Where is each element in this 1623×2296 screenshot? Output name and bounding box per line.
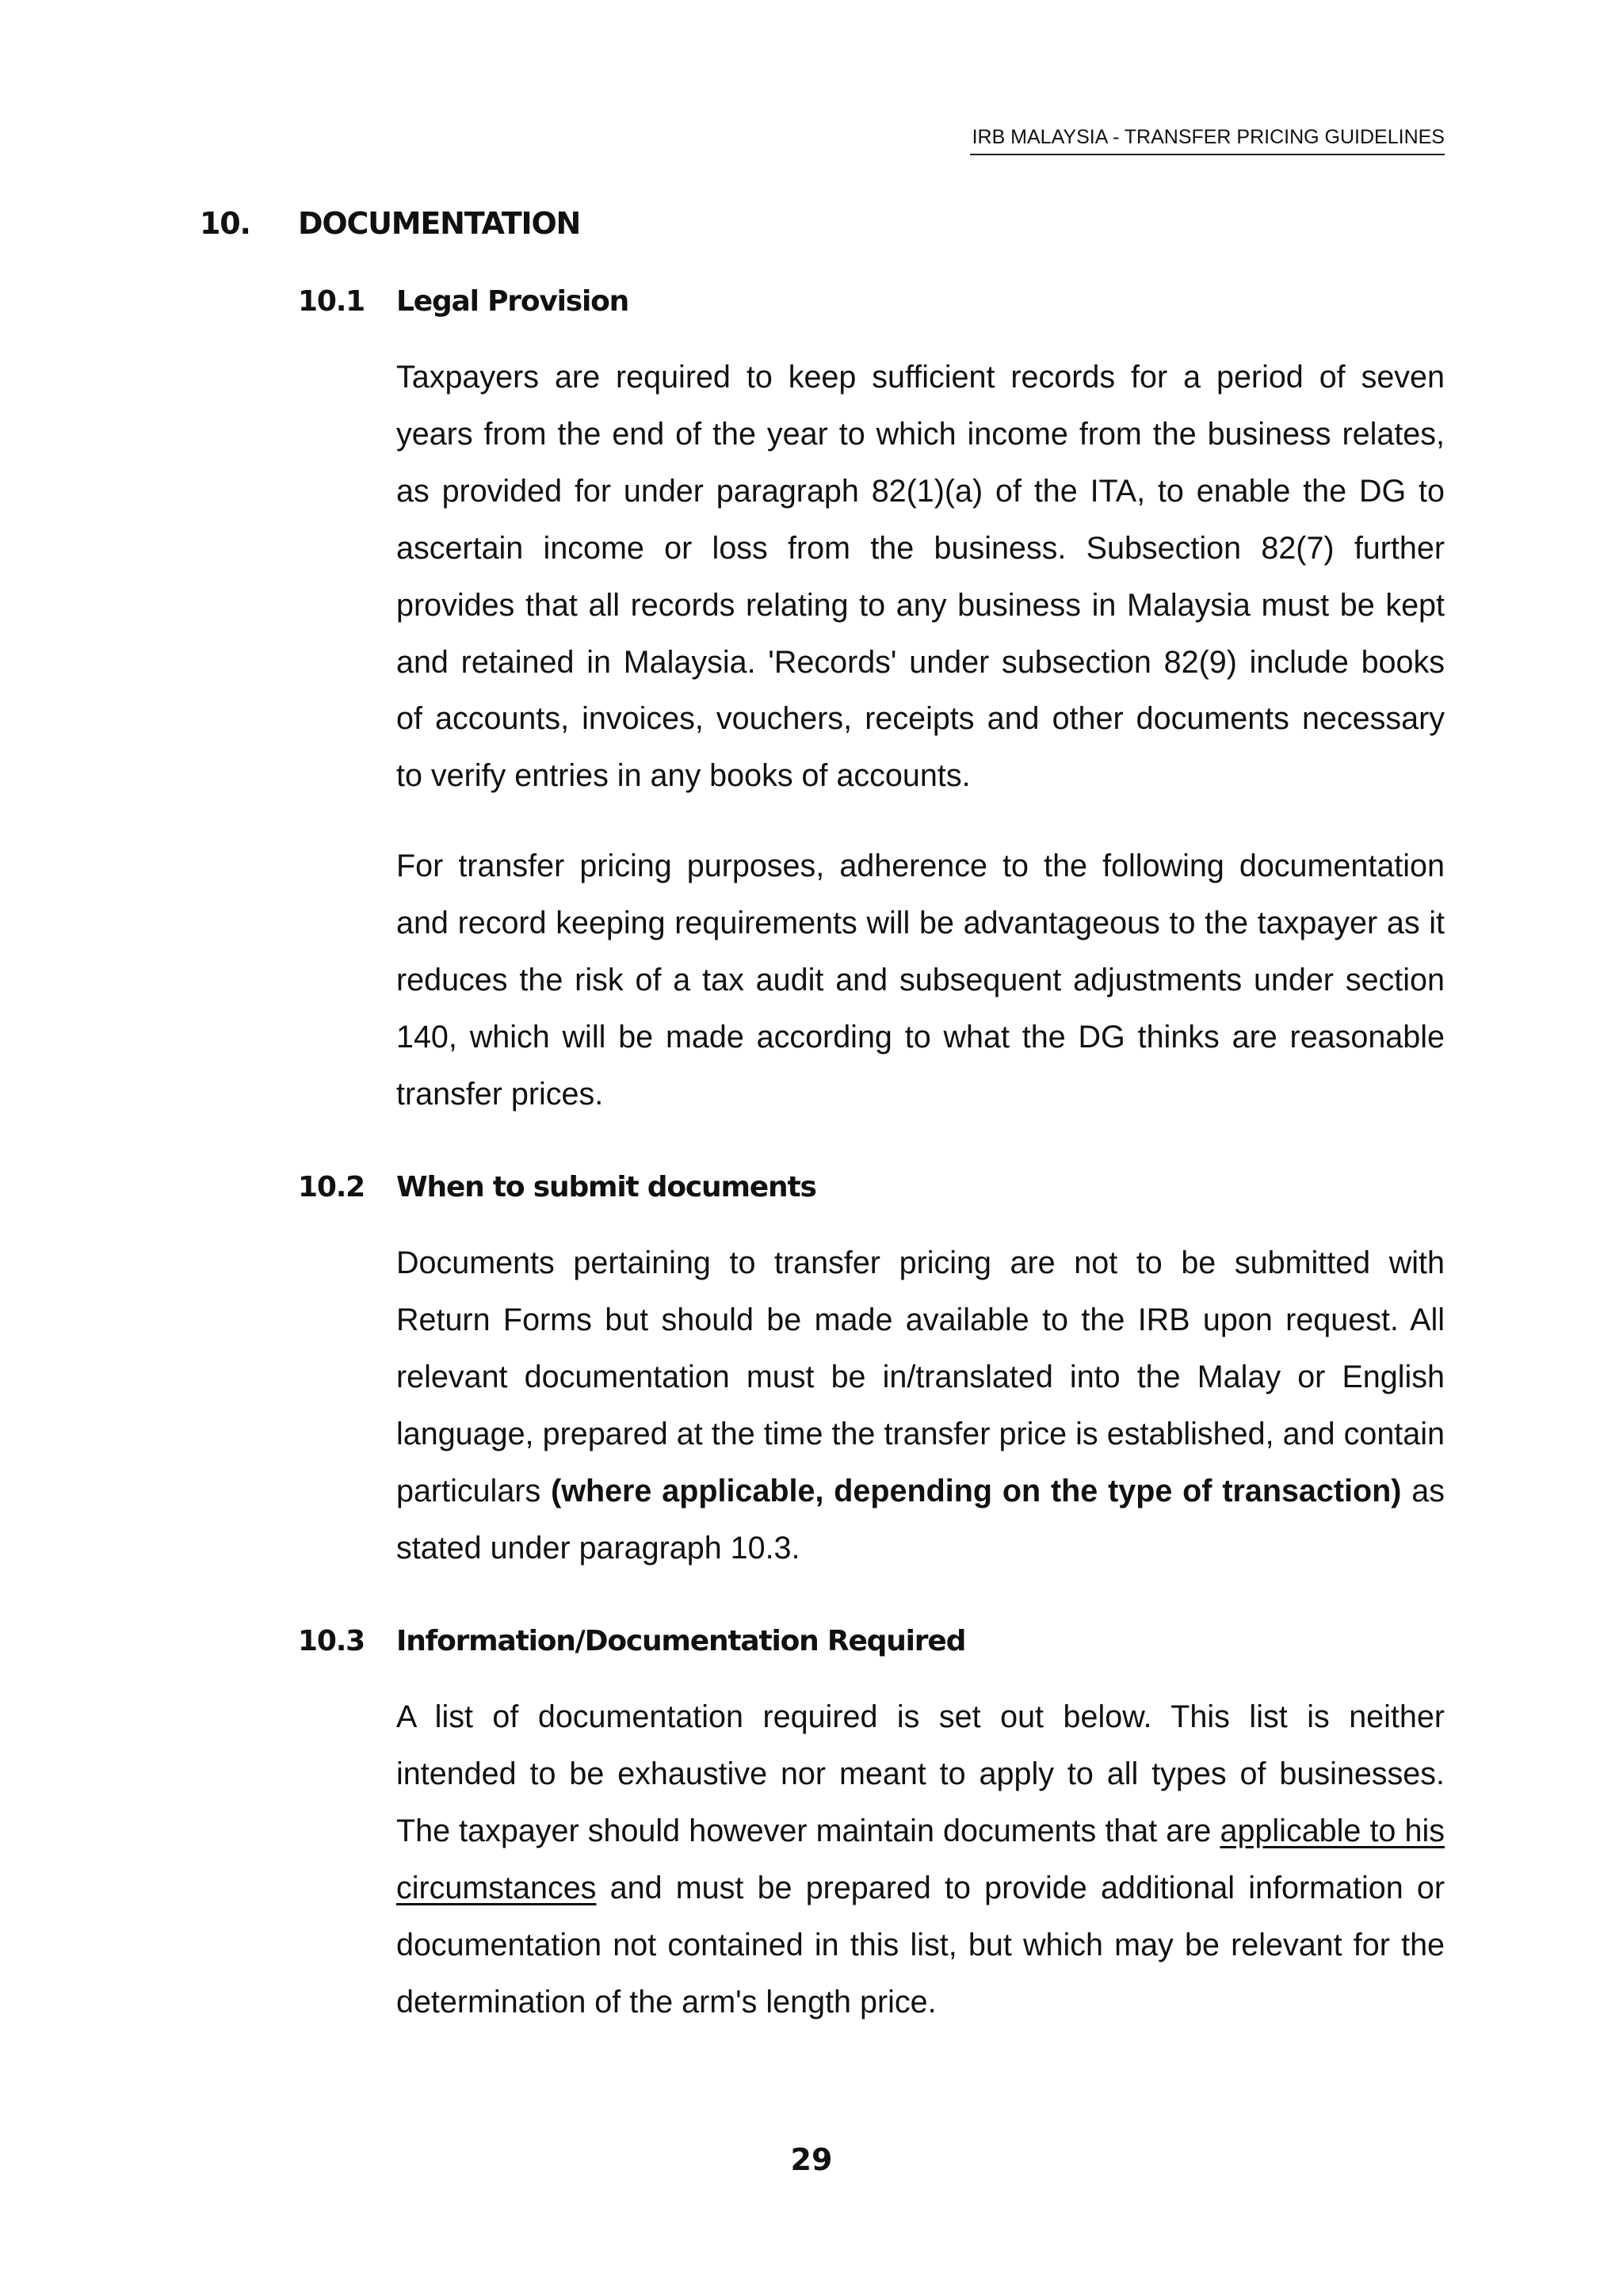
legal-provision-paragraph-2: For transfer pricing purposes, adherence to the following documentation and record keeping requirements will be advantageous to the taxpayer as it reduces the risk of a tax audit and subsequent adjustments under section 140, which will be made according to what the DG thinks are reasonable transfer prices. <box>396 849 1445 1112</box>
information-required-text-after: and must be prepared to provide additional information or documentation not contained in this list, but which may be relevant for the determination of the arm's length price. <box>396 1870 1445 2019</box>
subsection-number-10-3: 10.3 <box>298 1625 365 1657</box>
section-title: DOCUMENTATION <box>298 206 581 241</box>
subsection-number-10-1: 10.1 <box>298 285 365 318</box>
section-number: 10. <box>200 206 250 241</box>
when-to-submit-bold-text: (where applicable, depending on the type of transaction) <box>551 1473 1402 1508</box>
information-required-paragraph <box>396 1689 1445 2031</box>
information-required-text-before: A list of documentation required is set out below. This list is neither intended to be exhaustive nor meant to apply to all types of businesses. The taxpayer should however maintain documents that are <box>396 1699 1445 1848</box>
information-required-underlined-text: applicable to his circumstances <box>396 1813 1445 1905</box>
subsection-number-10-2: 10.2 <box>298 1171 365 1203</box>
when-to-submit-text-before: Documents pertaining to transfer pricing are not to be submitted with Return Forms but should be made available to the IRB upon request. All relevant documentation must be in/translated into the Malay or English language, prepared at the time the transfer price is established, and contain particulars <box>396 1245 1445 1508</box>
legal-provision-paragraph-1: Taxpayers are required to keep sufficient records for a period of seven years from the end of the year to which income from the business relates, as provided for under paragraph 82(1)(a) of the ITA, to enable the DG to ascertain income or loss from the business. Subsection 82(7) further provides that all records relating to any business in Malaysia must be kept and retained in Malaysia. 'Records' under subsection 82(9) include books of accounts, invoices, vouchers, receipts and other documents necessary to verify entries in any books of accounts. <box>396 360 1445 794</box>
page-number: 29 <box>790 2142 833 2177</box>
subsection-title-information-required: Information/Documentation Required <box>396 1625 966 1657</box>
running-header: IRB MALAYSIA - TRANSFER PRICING GUIDELINES <box>970 124 1445 155</box>
subsection-title-when-to-submit: When to submit documents <box>396 1171 816 1203</box>
when-to-submit-paragraph <box>396 1235 1445 1577</box>
subsection-title-legal-provision: Legal Provision <box>396 285 629 318</box>
when-to-submit-text-after: as stated under paragraph 10.3. <box>396 1473 1445 1566</box>
